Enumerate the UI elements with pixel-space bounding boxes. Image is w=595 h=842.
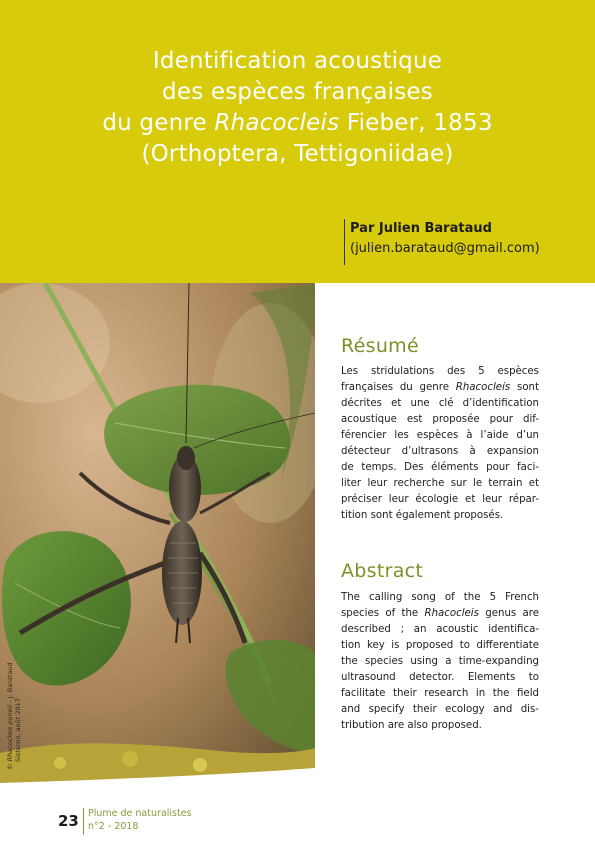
title-line-3-prefix: du genre bbox=[102, 110, 215, 136]
title-line-2: des espèces françaises bbox=[162, 79, 433, 105]
photo-credit-line-2: Sisteron, août 2017 bbox=[14, 698, 22, 762]
photo-credit bbox=[6, 662, 22, 770]
resume-line: détecteur d’ultrasons à expansion bbox=[341, 446, 539, 457]
resume-line: acoustique est proposée pour dif- bbox=[341, 414, 539, 425]
issue-number: n°2 - 2018 bbox=[88, 821, 139, 832]
abstract-line-part: genus are bbox=[478, 608, 539, 619]
resume-line: tition sont également proposés. bbox=[341, 510, 504, 521]
abstract-line: The calling song of the 5 French bbox=[341, 592, 539, 603]
copyright-symbol: © bbox=[6, 763, 14, 770]
abstract-line: tribution are also proposed. bbox=[341, 720, 482, 731]
resume-line-part: sont bbox=[510, 382, 539, 393]
resume-line: de temps. Des éléments pour faci- bbox=[341, 462, 539, 473]
page-number: 23 bbox=[58, 812, 79, 830]
resume-line: Les stridulations des 5 espèces bbox=[341, 366, 539, 377]
abstract-genus: Rhacocleis bbox=[424, 608, 479, 619]
resume-line: décrites et une clé d’identification bbox=[341, 398, 539, 409]
abstract-line: described ; an acoustic identifica- bbox=[341, 624, 539, 635]
title-line-4: (Orthoptera, Tettigoniidae) bbox=[141, 141, 454, 167]
article-title bbox=[20, 46, 575, 170]
photo-credit-author: - J. Barataud bbox=[6, 662, 14, 705]
title-line-1: Identification acoustique bbox=[152, 48, 443, 74]
resume-line bbox=[341, 380, 539, 396]
title-line-3 bbox=[20, 108, 575, 139]
resume-genus: Rhacocleis bbox=[455, 382, 511, 393]
resume-line: férencier les espèces à l’aide d’un bbox=[341, 430, 539, 441]
resume-line: préciser leur écologie et leur répar- bbox=[341, 494, 539, 505]
author-email[interactable]: (julien.barataud@gmail.com) bbox=[350, 241, 540, 256]
resume-heading: Résumé bbox=[341, 335, 419, 357]
abstract-line: tion key is proposed to differentiate bbox=[341, 640, 539, 651]
resume-text bbox=[341, 364, 539, 524]
abstract-line: facilitate their research in the field bbox=[341, 688, 539, 699]
abstract-line bbox=[341, 606, 539, 622]
author-name: Par Julien Barataud bbox=[350, 221, 492, 236]
cricket-photo bbox=[0, 283, 315, 783]
abstract-heading: Abstract bbox=[341, 560, 424, 582]
abstract-line: ultrasound detector. Elements to bbox=[341, 672, 539, 683]
magazine-name: Plume de naturalistes bbox=[88, 808, 192, 819]
photo-credit-species: Rhacocleis poneli bbox=[6, 704, 14, 762]
photo-corner-cut bbox=[0, 283, 315, 783]
footer-divider bbox=[83, 808, 84, 835]
author-block bbox=[344, 219, 540, 265]
abstract-line-part: species of the bbox=[341, 608, 425, 619]
title-line-3-suffix: Fieber, 1853 bbox=[339, 110, 493, 136]
title-genus: Rhacocleis bbox=[214, 110, 340, 136]
photo-credit-line-1 bbox=[6, 662, 14, 770]
resume-line: liter leur recherche sur le terrain et bbox=[341, 478, 539, 489]
resume-line-part: françaises du genre bbox=[341, 382, 456, 393]
abstract-line: the species using a time-expanding bbox=[341, 656, 539, 667]
abstract-line: and specify their ecology and dis- bbox=[341, 704, 539, 715]
abstract-text bbox=[341, 590, 539, 734]
